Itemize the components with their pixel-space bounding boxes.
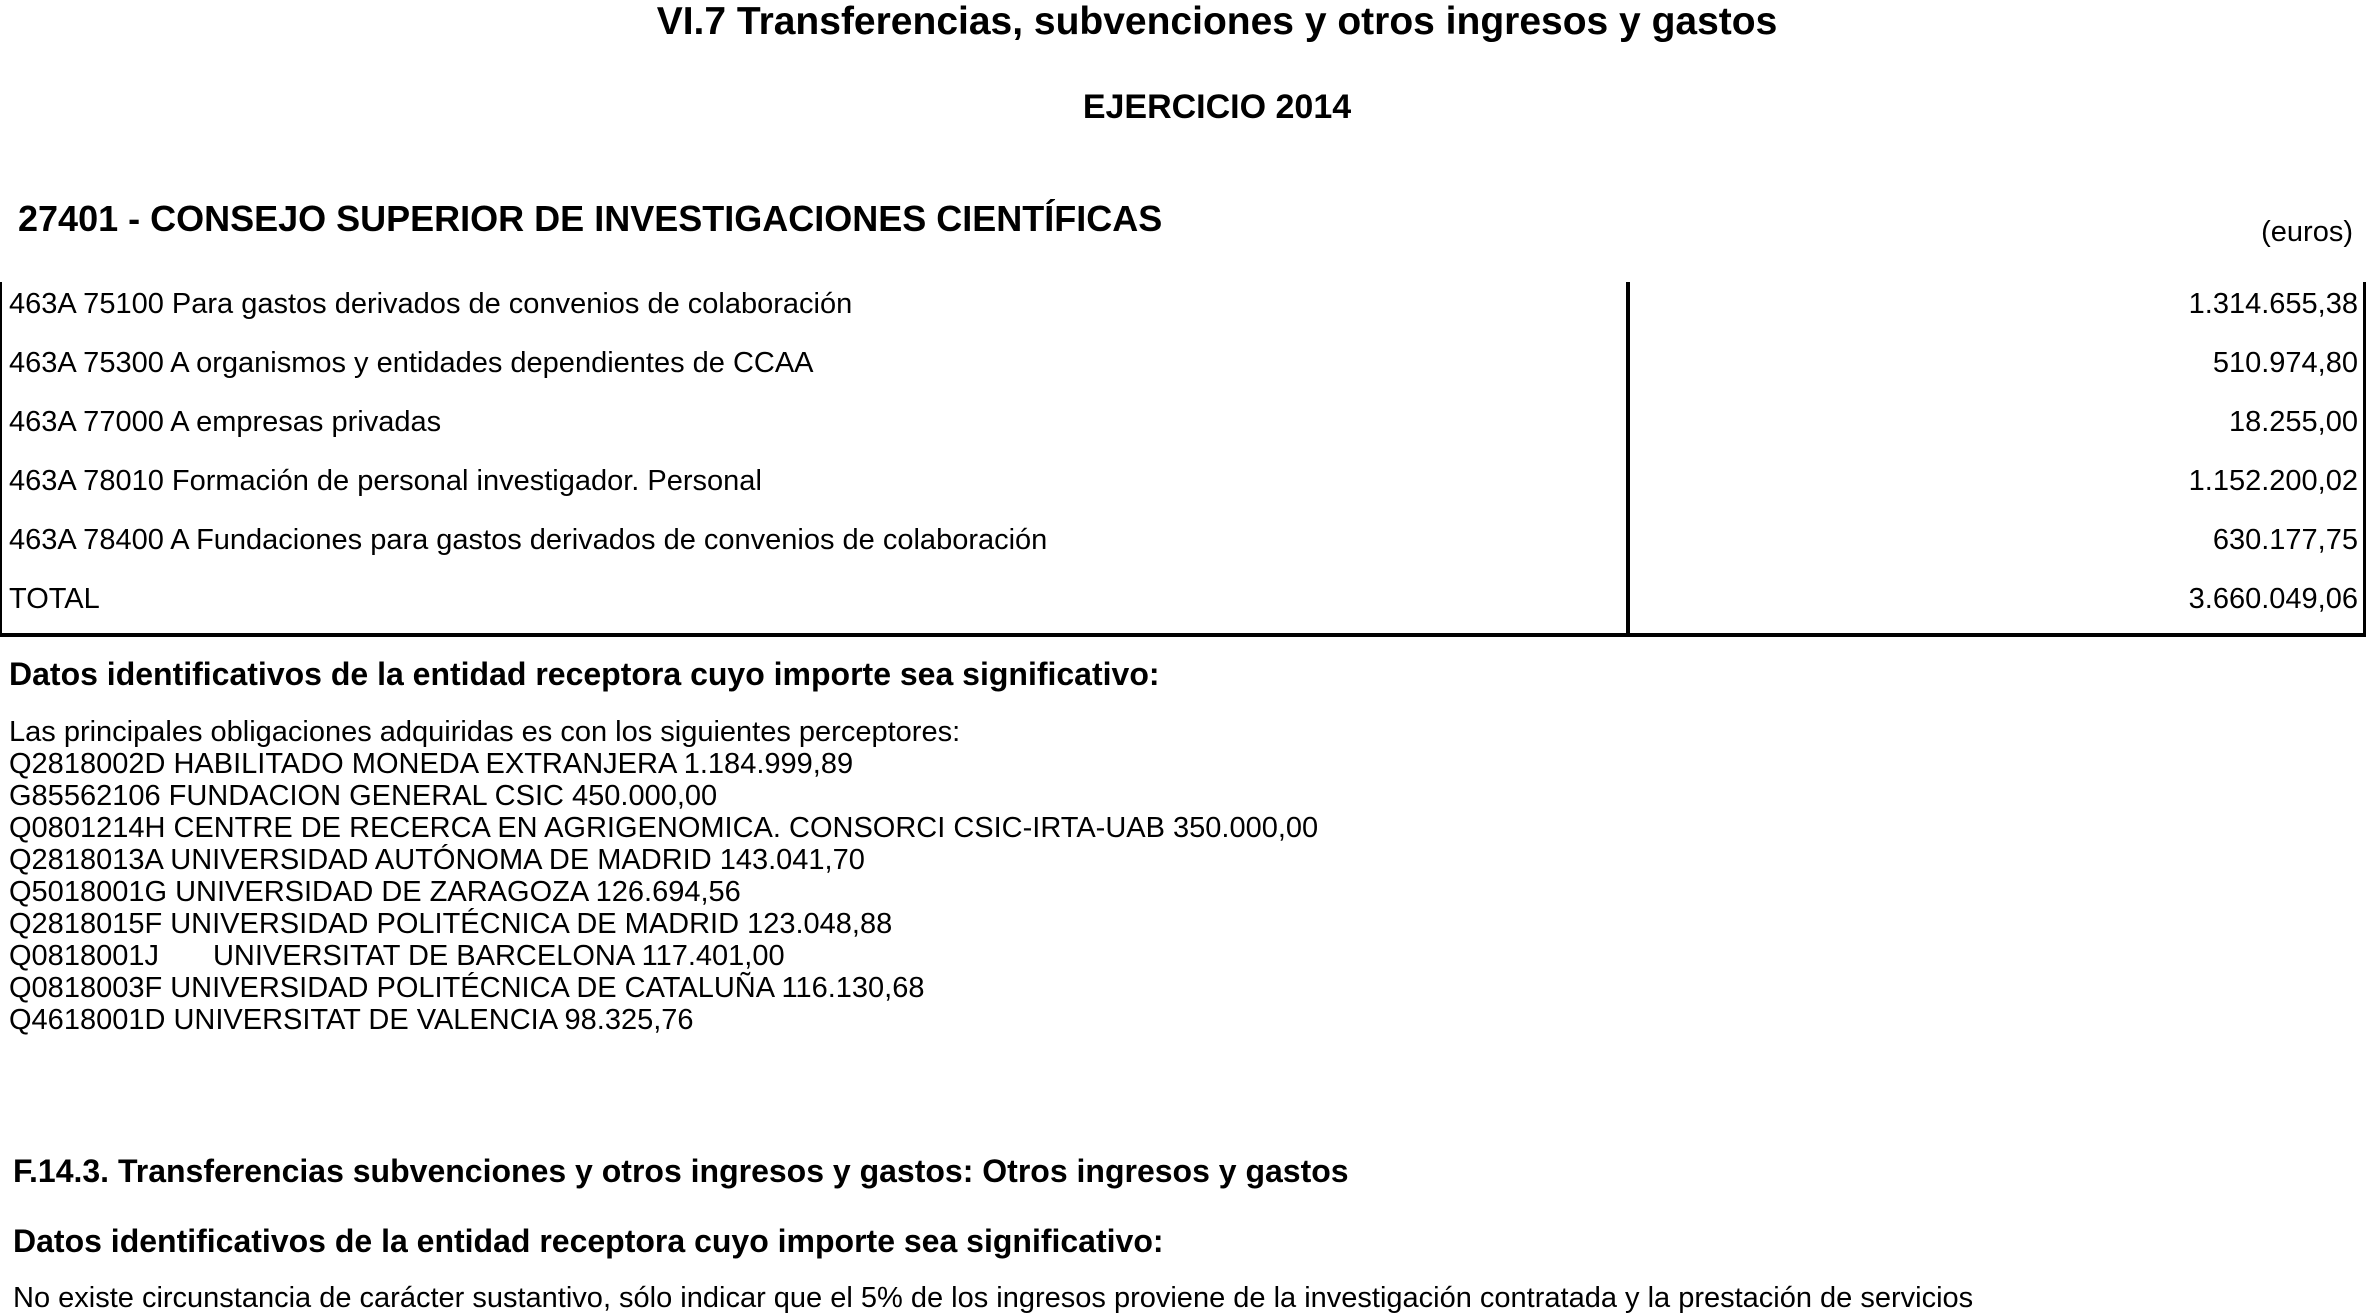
entity-heading: 27401 - CONSEJO SUPERIOR DE INVESTIGACIONES CIENTÍFICAS (18, 198, 1163, 239)
row-description: 463A 77000 A empresas privadas (9, 406, 442, 438)
row-amount: 1.152.200,02 (2188, 465, 2358, 497)
row-description: 463A 78010 Formación de personal investigador. Personal (9, 465, 762, 497)
row-amount: 1.314.655,38 (2188, 288, 2358, 320)
transfers-table (0, 282, 2366, 637)
section-heading-f1443: F.14.3. Transferencias subvenciones y otros ingresos y gastos: Otros ingresos y gastos (13, 1153, 1349, 1189)
row-amount: 510.974,80 (2212, 347, 2358, 379)
fiscal-year-subtitle: EJERCICIO 2014 (1082, 88, 1352, 126)
table-row (0, 400, 2366, 459)
section-note: No existe circunstancia de carácter sustantivo, sólo indicar que el 5% de los ingresos proviene de la investigación contratada y la prestación de servicios (13, 1282, 1974, 1314)
recipient-name: UNIVERSITAT DE BARCELONA 117.401,00 (212, 940, 785, 972)
table-row (0, 518, 2366, 577)
table-row (0, 282, 2366, 341)
row-amount: 630.177,75 (2212, 524, 2358, 556)
recipient-data-heading: Datos identificativos de la entidad receptora cuyo importe sea significativo: (9, 656, 1160, 692)
list-item: Q2818013A UNIVERSIDAD AUTÓNOMA DE MADRID 143.041,70 (9, 844, 865, 876)
list-item: Q5018001G UNIVERSIDAD DE ZARAGOZA 126.694,56 (9, 876, 741, 908)
recipients-list (9, 748, 1318, 1036)
list-item: Q0818003F UNIVERSIDAD POLITÉCNICA DE CATALUÑA 116.130,68 (9, 972, 925, 1004)
table-row (0, 341, 2366, 400)
page-title: VI.7 Transferencias, subvenciones y otros ingresos y gastos (656, 0, 1778, 43)
list-item (9, 940, 1318, 972)
recipient-code: Q0818001J (9, 940, 159, 972)
list-item: Q0801214H CENTRE DE RECERCA EN AGRIGENOMICA. CONSORCI CSIC-IRTA-UAB 350.000,00 (9, 812, 1319, 844)
total-label: TOTAL (9, 583, 100, 615)
recipients-intro: Las principales obligaciones adquiridas es con los siguientes perceptores: (9, 716, 961, 748)
list-item: Q2818002D HABILITADO MONEDA EXTRANJERA 1.184.999,89 (9, 748, 854, 780)
list-item: Q2818015F UNIVERSIDAD POLITÉCNICA DE MADRID 123.048,88 (9, 908, 893, 940)
recipient-data-heading-2: Datos identificativos de la entidad receptora cuyo importe sea significativo: (13, 1223, 1164, 1259)
currency-unit: (euros) (2261, 216, 2353, 248)
list-item: G85562106 FUNDACION GENERAL CSIC 450.000,00 (9, 780, 718, 812)
row-description: 463A 75300 A organismos y entidades dependientes de CCAA (9, 347, 814, 379)
row-amount: 18.255,00 (2228, 406, 2358, 438)
total-amount: 3.660.049,06 (2188, 583, 2358, 615)
table-total-row (0, 577, 2366, 636)
row-description: 463A 78400 A Fundaciones para gastos derivados de convenios de colaboración (9, 524, 1048, 556)
list-item: Q4618001D UNIVERSITAT DE VALENCIA 98.325,76 (9, 1004, 694, 1036)
table-row (0, 459, 2366, 518)
row-description: 463A 75100 Para gastos derivados de convenios de colaboración (9, 288, 853, 320)
